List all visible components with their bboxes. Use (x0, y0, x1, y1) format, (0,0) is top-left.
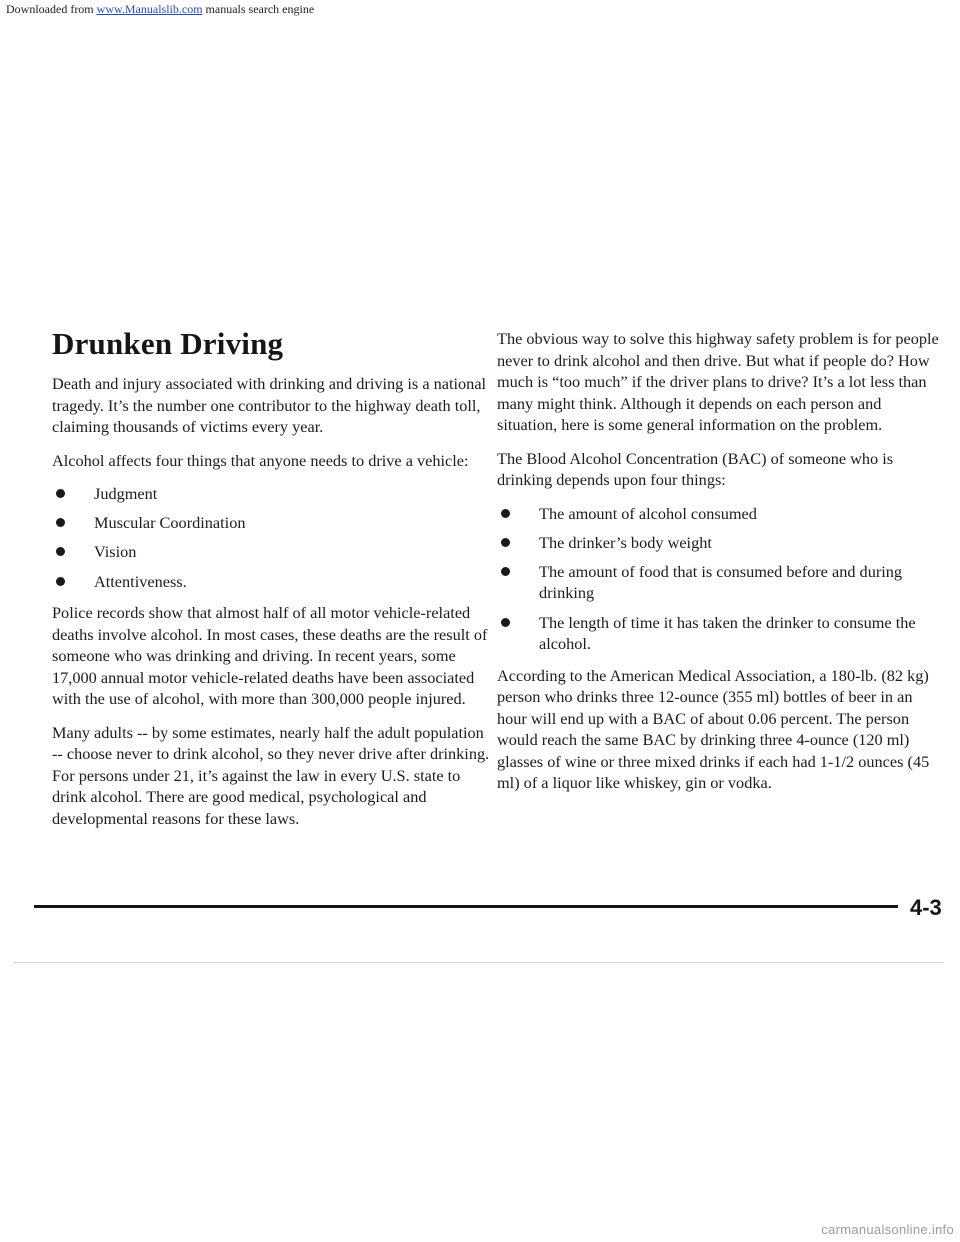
list-item (52, 541, 492, 563)
bullet-icon (501, 538, 510, 547)
list-item (52, 512, 492, 534)
page-number: 4-3 (910, 895, 942, 920)
download-source-header (0, 0, 960, 18)
bullet-icon (56, 489, 65, 498)
effects-list (52, 483, 492, 592)
list-item (497, 561, 942, 604)
bullet-icon (56, 518, 65, 527)
header-prefix: Downloaded from (6, 2, 97, 16)
bac-paragraph: The Blood Alcohol Concentration (BAC) of someone who is drinking depends upon four things: (497, 448, 894, 489)
ama-paragraph: According to the American Medical Association, a 180-lb. (82 kg) person who drinks three 12-ounce (355 ml) bottles of beer in an hour will end up with a BAC of about 0.06 percent. The person would reach the same BAC by drinking three 4-ounce (120 ml) glasses of wine or three mixed drinks if each had 1-1/2 ounces (45 ml) of a liquor like whiskey, gin or vodka. (497, 665, 930, 793)
list-item-text: Judgment (94, 484, 158, 503)
header-suffix: manuals search engine (202, 2, 315, 16)
list-item (52, 483, 492, 505)
watermark: carmanualsonline.info (821, 1222, 954, 1237)
list-item-text: Vision (94, 542, 137, 562)
police-records-paragraph: Police records show that almost half of all motor vehicle-related deaths involve alcohol. In most cases, these deaths are the result of someone who was drinking and driving. In recent years, some 17,000 annual motor vehicle-related deaths have been associated with the use of alcohol, with more than 300,000 people injured. (52, 603, 488, 709)
solution-paragraph: The obvious way to solve this highway safety problem is for people never to drink alcohol and then drive. But what if people do? How much is “too much” if the driver plans to drive? It’s a lot less than many might think. Although it depends on each person and situation, here is some general information on the problem. (497, 329, 939, 434)
intro-paragraph: Death and injury associated with drinking and driving is a national tragedy. It’s the number one contributor to the highway death toll, claiming thousands of victims every year. (52, 374, 487, 436)
right-column (497, 328, 942, 806)
list-item (497, 532, 942, 554)
footer-rule (34, 905, 898, 908)
manualslib-link[interactable]: www.Manualslib.com (96, 2, 203, 16)
bullet-icon (56, 547, 65, 556)
list-item (497, 503, 942, 525)
adults-paragraph: Many adults -- by some estimates, nearly half the adult population -- choose never to drink alcohol, so they never drive after drinking. For persons under 21, it’s against the law in every U.S. state to drink alcohol. There are good medical, psychological and developmental reasons for these laws. (52, 722, 490, 828)
bullet-icon (501, 567, 510, 576)
page-edge-divider (14, 962, 944, 963)
bac-factors-list (497, 503, 942, 655)
list-item (52, 571, 492, 593)
list-item-text: Attentiveness. (94, 571, 187, 591)
left-column (52, 326, 492, 841)
bullet-icon (501, 618, 510, 627)
alcohol-effects-paragraph: Alcohol affects four things that anyone needs to drive a vehicle: (52, 450, 469, 470)
list-item-text: The drinker’s body weight (539, 532, 712, 552)
bullet-icon (501, 509, 510, 518)
list-item (497, 612, 942, 655)
list-item-text: The length of time it has taken the drinker to consume the alcohol. (539, 612, 916, 654)
list-item-text: The amount of alcohol consumed (539, 503, 757, 523)
bullet-icon (56, 577, 65, 586)
section-title: Drunken Driving (52, 326, 284, 361)
list-item-text: Muscular Coordination (94, 513, 246, 533)
list-item-text: The amount of food that is consumed before and during drinking (539, 561, 903, 603)
